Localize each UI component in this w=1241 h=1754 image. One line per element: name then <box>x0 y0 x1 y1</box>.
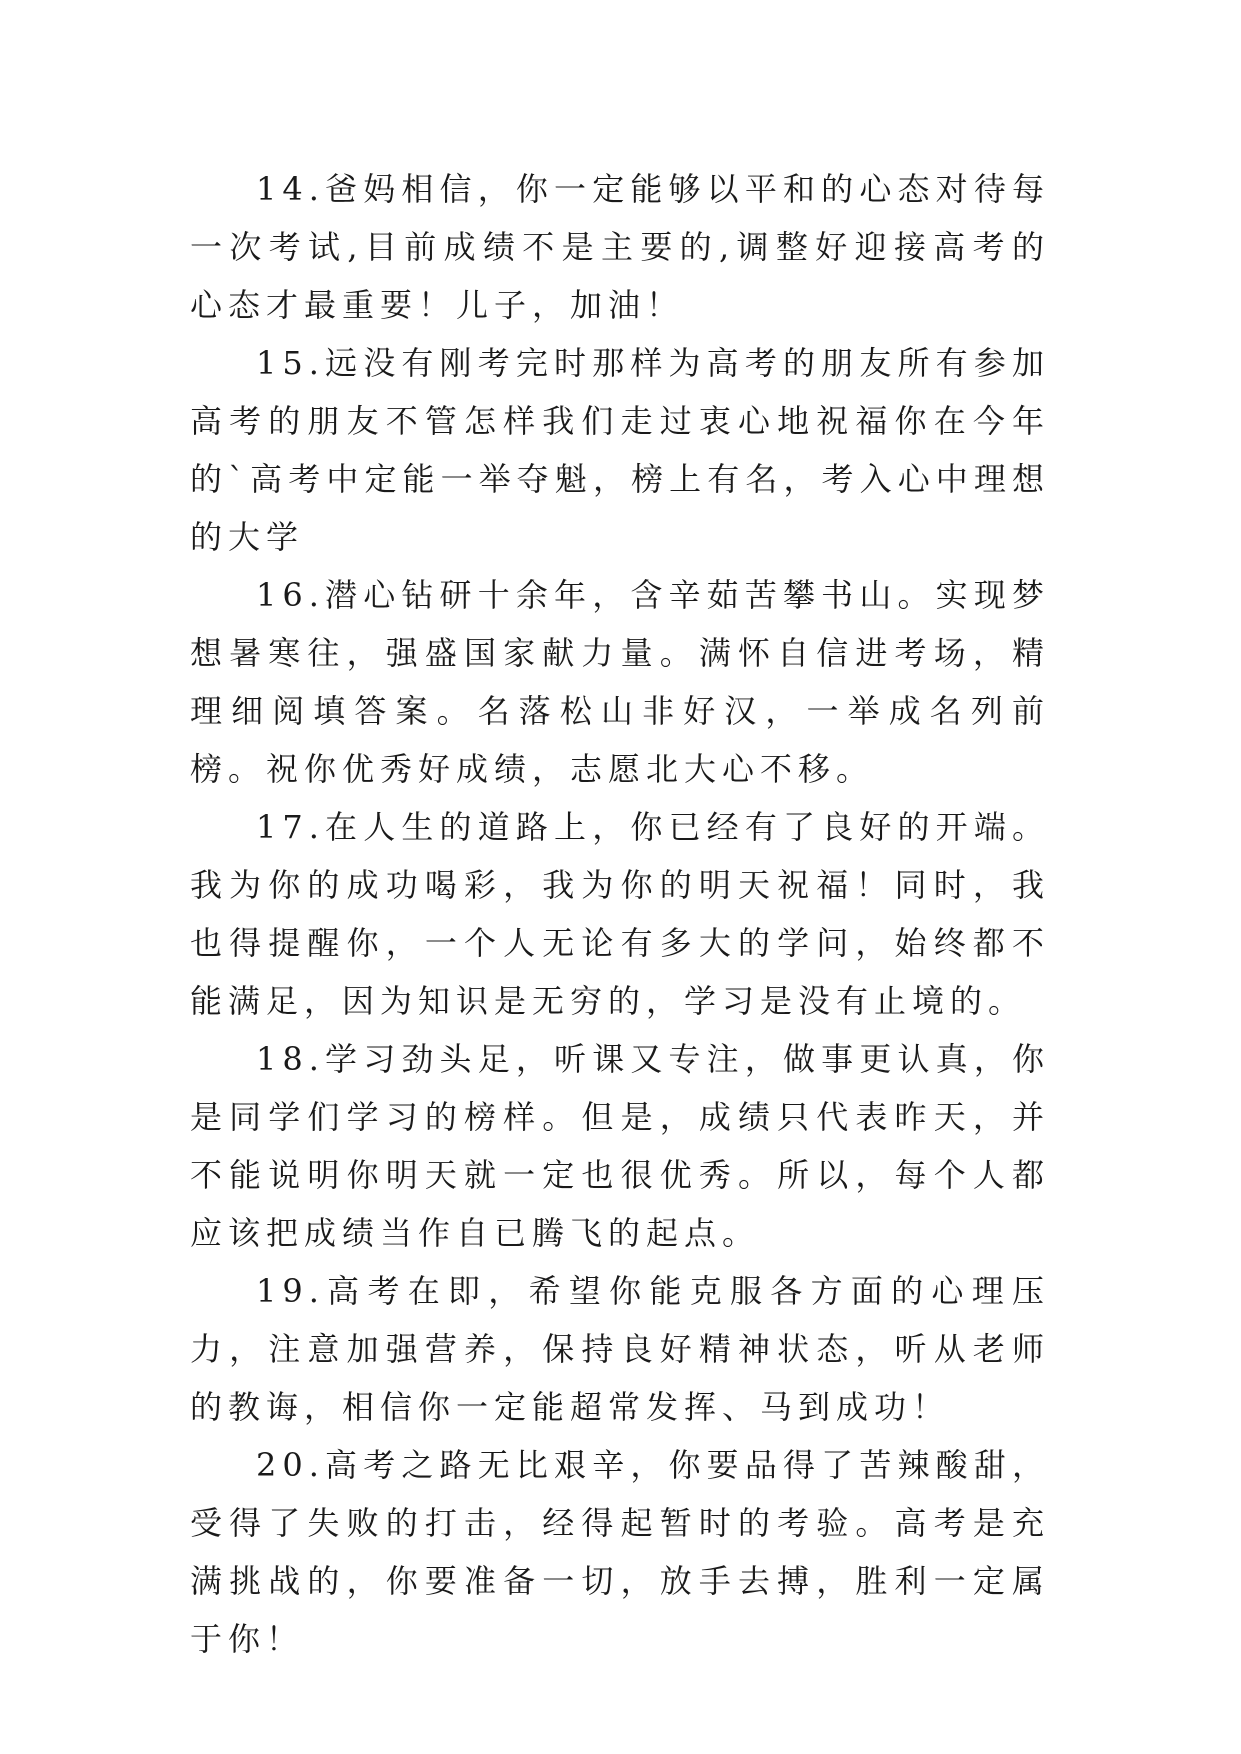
paragraph-14: 14.爸妈相信，你一定能够以平和的心态对待每一次考试,目前成绩不是主要的,调整好迎接高考的心态才最重要！儿子，加油！ <box>190 170 1050 324</box>
paragraph-20: 20.高考之路无比艰辛，你要品得了苦辣酸甜，受得了失败的打击，经得起暂时的考验。高考是充满挑战的，你要准备一切，放手去搏，胜利一定属于你！ <box>190 1446 1050 1658</box>
paragraph-18: 18.学习劲头足，听课又专注，做事更认真，你是同学们学习的榜样。但是，成绩只代表昨天，并不能说明你明天就一定也很优秀。所以，每个人都应该把成绩当作自已腾飞的起点。 <box>190 1040 1050 1252</box>
document-body <box>190 160 1050 1668</box>
paragraph-15: 15.远没有刚考完时那样为高考的朋友所有参加高考的朋友不管怎样我们走过衷心地祝福你在今年的`高考中定能一举夺魁，榜上有名，考入心中理想的大学 <box>190 344 1050 556</box>
paragraph-16: 16.潜心钻研十余年，含辛茹苦攀书山。实现梦想暑寒往，强盛国家献力量。满怀自信进考场，精理细阅填答案。名落松山非好汉，一举成名列前榜。祝你优秀好成绩，志愿北大心不移。 <box>190 576 1050 788</box>
paragraph-19: 19.高考在即，希望你能克服各方面的心理压力，注意加强营养，保持良好精神状态，听从老师的教诲，相信你一定能超常发挥、马到成功！ <box>190 1272 1050 1426</box>
paragraph-17: 17.在人生的道路上，你已经有了良好的开端。我为你的成功喝彩，我为你的明天祝福！同时，我也得提醒你，一个人无论有多大的学问，始终都不能满足，因为知识是无穷的，学习是没有止境的。 <box>190 808 1050 1020</box>
